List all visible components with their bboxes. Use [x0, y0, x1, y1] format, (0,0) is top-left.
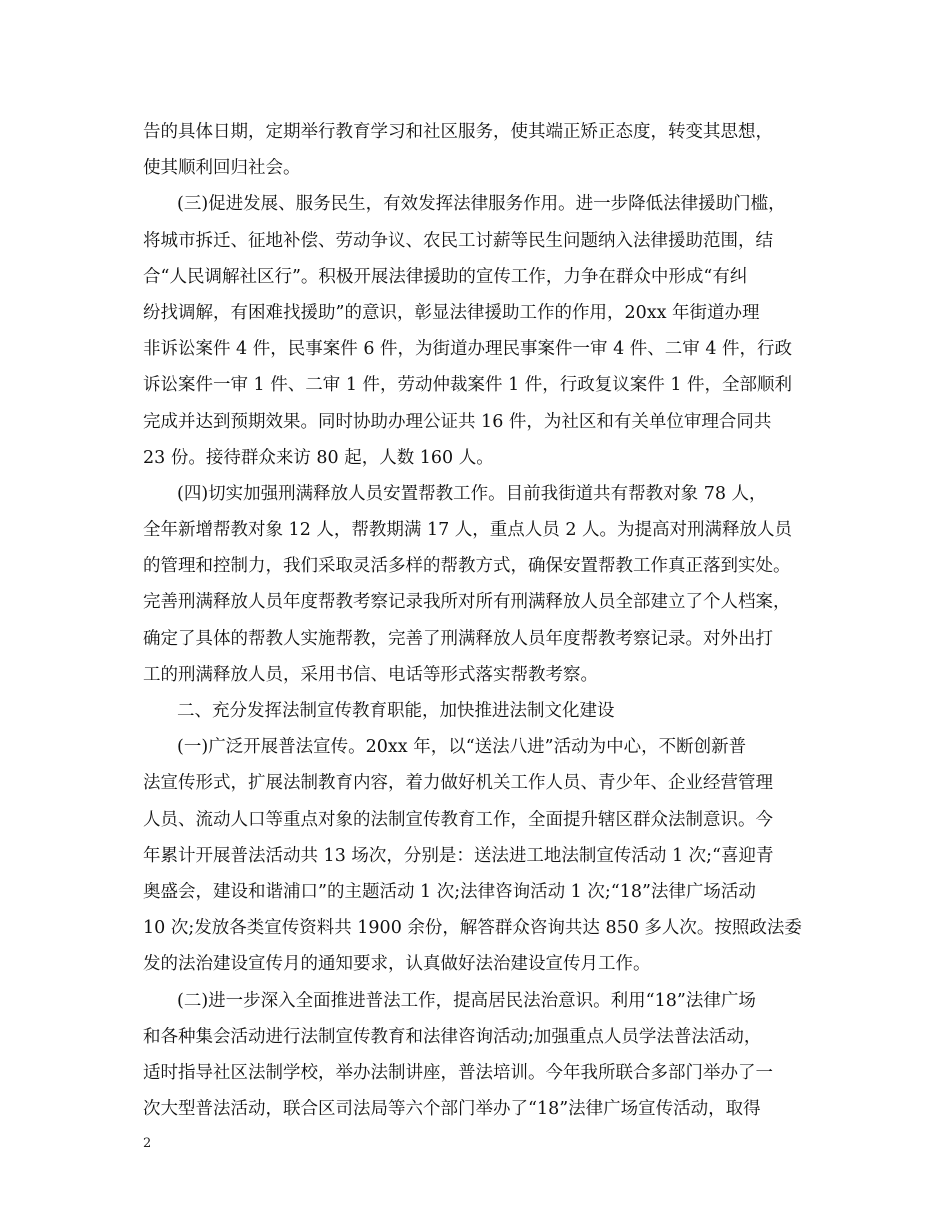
text-line: 10 次;发放各类宣传资料共 1900 余份，解答群众咨询共达 850 多人次。按照政法委	[143, 918, 802, 939]
document-body	[143, 114, 815, 1127]
text-line: 适时指导社区法制学校，举办法制讲座，普法培训。今年我所联合多部门举办了一	[143, 1062, 773, 1083]
text-line: (四)切实加强刑满释放人员安置帮教工作。目前我街道共有帮教对象 78 人，	[177, 483, 767, 504]
text-line: 奥盛会，建设和谐浦口”的主题活动 1 次;法律咨询活动 1 次;“18”法律广场活动	[143, 881, 756, 902]
text-line: 将城市拆迁、征地补偿、劳动争议、农民工讨薪等民生问题纳入法律援助范围，结	[143, 230, 773, 251]
text-line: 合“人民调解社区行”。积极开展法律援助的宣传工作，力争在群众中形成“有纠	[143, 266, 748, 287]
text-line: 告的具体日期，定期举行教育学习和社区服务，使其端正矫正态度，转变其思想，	[143, 122, 773, 142]
text-line: 完成并达到预期效果。同时协助办理公证共 16 件，为社区和有关单位审理合同共	[143, 411, 772, 432]
text-line: 发的法治建设宣传月的通知要求，认真做好法治建设宣传月工作。	[143, 954, 651, 975]
text-line: 二、充分发挥法制宣传教育职能，加快推进法制文化建设	[177, 701, 615, 721]
text-line: 年累计开展普法活动共 13 场次，分别是：送法进工地法制宣传活动 1 次;“喜迎青	[143, 845, 774, 866]
text-line: 全年新增帮教对象 12 人，帮教期满 17 人，重点人员 2 人。为提高对刑满释放人员	[143, 520, 793, 541]
text-line: 非诉讼案件 4 件，民事案件 6 件，为街道办理民事案件一审 4 件、二审 4 件，行政	[143, 339, 793, 360]
text-line: 和各种集会活动进行法制宣传教育和法律咨询活动;加强重点人员学法普法活动，	[143, 1026, 762, 1047]
text-line: 人员、流动人口等重点对象的法制宣传教育工作，全面提升辖区群众法制意识。今	[143, 809, 773, 830]
text-line: 的管理和控制力，我们采取灵活多样的帮教方式，确保安置帮教工作真正落到实处。	[143, 556, 791, 577]
text-line: (三)促进发展、服务民生，有效发挥法律服务作用。进一步降低法律援助门槛，	[177, 194, 786, 215]
text-line: 纷找调解，有困难找援助”的意识，彰显法律援助工作的作用，20xx 年街道办理	[143, 302, 760, 323]
text-line: 诉讼案件一审 1 件、二审 1 件，劳动仲裁案件 1 件，行政复议案件 1 件，全部顺利	[143, 375, 793, 396]
page-number: 2	[143, 1136, 152, 1151]
text-line: 工的刑满释放人员，采用书信、电话等形式落实帮教考察。	[143, 664, 598, 685]
text-line: 确定了具体的帮教人实施帮教，完善了刑满释放人员年度帮教考察记录。对外出打	[143, 628, 773, 649]
text-line: 完善刑满释放人员年度帮教考察记录我所对所有刑满释放人员全部建立了个人档案，	[143, 592, 791, 613]
text-line: (二)进一步深入全面推进普法工作，提高居民法治意识。利用“18”法律广场	[177, 990, 756, 1011]
text-line: 使其顺利回归社会。	[143, 158, 301, 179]
text-line: (一)广泛开展普法宣传。20xx 年，以“送法八进”活动为中心，不断创新普	[177, 737, 747, 758]
text-line: 23 份。接待群众来访 80 起，人数 160 人。	[143, 447, 494, 468]
text-line: 法宣传形式，扩展法制教育内容，着力做好机关工作人员、青少年、企业经营管理	[143, 773, 773, 794]
text-line: 次大型普法活动，联合区司法局等六个部门举办了“18”法律广场宣传活动，取得	[143, 1099, 761, 1120]
